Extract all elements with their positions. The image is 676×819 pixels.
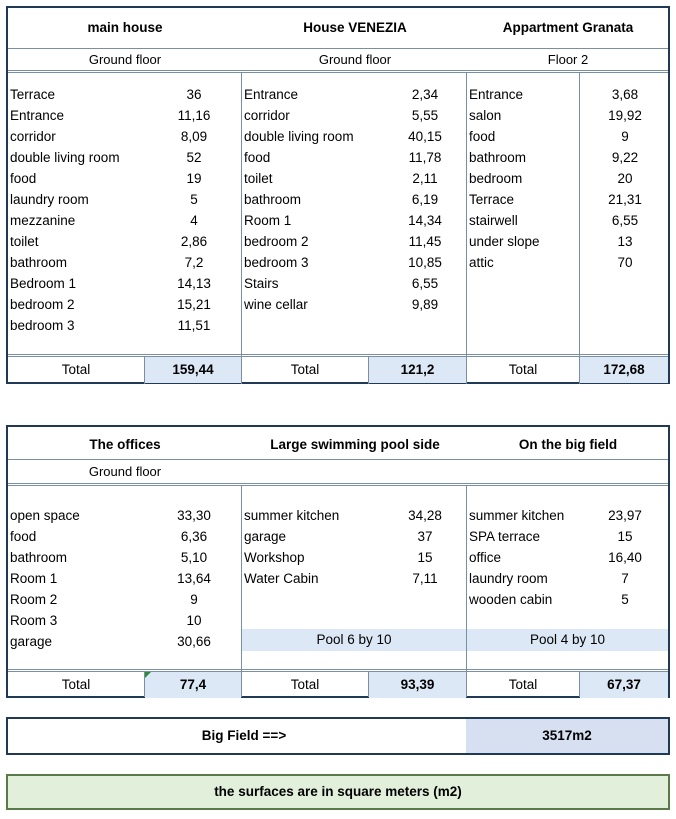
room-name: mezzanine	[10, 213, 76, 228]
room-name: food	[469, 129, 496, 144]
room-name: bathroom	[10, 255, 68, 270]
room-area: 10,85	[408, 255, 442, 270]
room-area: 52	[186, 150, 202, 165]
room-area: 6,55	[411, 276, 439, 291]
room-area: 14,13	[177, 276, 211, 291]
room-area: 19,92	[608, 108, 642, 123]
table-row	[469, 84, 667, 105]
room-name: Terrace	[10, 87, 56, 102]
table-row	[469, 126, 667, 147]
room-area: 5	[621, 592, 629, 607]
table-row	[469, 231, 667, 252]
room-name: SPA terrace	[469, 529, 541, 544]
table-row	[469, 589, 667, 610]
room-area: 7	[621, 571, 629, 586]
room-area: 14,34	[408, 213, 442, 228]
big-field-row	[6, 717, 670, 755]
divider	[8, 354, 668, 355]
table-row	[469, 252, 667, 273]
table-row	[10, 168, 240, 189]
top-table	[6, 6, 670, 384]
room-name: wooden cabin	[469, 592, 553, 607]
room-name: Entrance	[10, 108, 65, 123]
room-area: 11,45	[408, 234, 442, 249]
table-row	[10, 147, 240, 168]
table-row	[10, 315, 240, 336]
table-row	[244, 252, 466, 273]
divider	[8, 483, 668, 484]
room-area: 34,28	[408, 508, 442, 523]
table-row	[244, 126, 466, 147]
venezia-floor: Ground floor	[318, 52, 392, 67]
pool-6-by-10: Pool 6 by 10	[242, 629, 466, 651]
room-area: 11,78	[408, 150, 442, 165]
table-row	[469, 547, 667, 568]
room-area: 15	[417, 550, 433, 565]
room-area: 3,68	[611, 87, 639, 102]
table-row	[10, 610, 240, 631]
table-row	[244, 105, 466, 126]
room-area: 13,64	[177, 571, 211, 586]
room-area: 40,15	[408, 129, 442, 144]
offices-total-label: Total	[61, 677, 91, 692]
room-name: summer kitchen	[244, 508, 340, 523]
room-name: bedroom	[469, 171, 523, 186]
big-field-total-label: Total	[508, 677, 538, 692]
room-name: food	[10, 171, 37, 186]
venezia-total-label: Total	[290, 362, 320, 377]
room-name: laundry room	[469, 571, 548, 586]
room-name: laundry room	[10, 192, 89, 207]
table-row	[10, 189, 240, 210]
table-row	[10, 231, 240, 252]
room-area: 2,86	[180, 234, 208, 249]
room-area: 8,09	[180, 129, 208, 144]
room-area: 11,16	[177, 108, 211, 123]
room-name: toilet	[10, 234, 39, 249]
room-area: 6,55	[611, 213, 639, 228]
big-field-title: On the big field	[518, 437, 618, 452]
granata-total-label: Total	[508, 362, 538, 377]
room-area: 9	[190, 592, 198, 607]
table-row	[10, 631, 240, 652]
room-name: Room 1	[244, 213, 292, 228]
room-name: bathroom	[10, 550, 68, 565]
room-name: Room 2	[10, 592, 58, 607]
divider	[8, 70, 668, 71]
table-row	[244, 168, 466, 189]
table-row	[244, 210, 466, 231]
room-name: bathroom	[469, 150, 527, 165]
divider	[8, 48, 668, 49]
room-name: food	[244, 150, 271, 165]
big-field-value: 3517m2	[466, 719, 668, 753]
table-row	[10, 84, 240, 105]
divider	[8, 459, 668, 460]
bottom-table	[6, 425, 670, 698]
granata-floor: Floor 2	[547, 52, 589, 67]
room-area: 70	[617, 255, 633, 270]
room-area: 16,40	[608, 550, 642, 565]
table-row	[10, 105, 240, 126]
room-name: bedroom 2	[244, 234, 309, 249]
room-area: 7,11	[412, 571, 438, 586]
room-name: attic	[469, 255, 494, 270]
table-row	[469, 210, 667, 231]
room-area: 23,97	[608, 508, 642, 523]
room-area: 30,66	[177, 634, 211, 649]
room-area: 15	[617, 529, 633, 544]
table-row	[469, 505, 667, 526]
room-area: 5,55	[411, 108, 439, 123]
room-name: Room 3	[10, 613, 58, 628]
main-house-floor: Ground floor	[88, 52, 162, 67]
table-row	[10, 252, 240, 273]
table-row	[469, 168, 667, 189]
table-row	[244, 84, 466, 105]
table-row	[244, 547, 466, 568]
room-name: Stairs	[244, 276, 279, 291]
room-area: 6,36	[180, 529, 208, 544]
room-name: Room 1	[10, 571, 58, 586]
room-name: bedroom 3	[244, 255, 309, 270]
table-row	[469, 147, 667, 168]
big-field-label: Big Field ==>	[201, 728, 287, 743]
units-note	[6, 774, 670, 810]
room-area: 4	[190, 213, 198, 228]
room-area: 2,11	[412, 171, 438, 186]
room-area: 15,21	[177, 297, 211, 312]
room-name: corridor	[10, 129, 56, 144]
room-name: double living room	[244, 129, 354, 144]
pool-4-by-10: Pool 4 by 10	[467, 629, 668, 651]
room-area: 37	[417, 529, 433, 544]
offices-floor: Ground floor	[88, 464, 162, 479]
room-name: Water Cabin	[244, 571, 319, 586]
table-row	[244, 526, 466, 547]
room-area: 19	[186, 171, 202, 186]
big-field-total-value: 67,37	[580, 672, 668, 698]
room-name: summer kitchen	[469, 508, 565, 523]
table-row	[244, 505, 466, 526]
table-row	[469, 526, 667, 547]
room-area: 5	[190, 192, 198, 207]
room-area: 5,10	[180, 550, 208, 565]
room-area: 13	[617, 234, 633, 249]
room-name: corridor	[244, 108, 290, 123]
table-row	[469, 105, 667, 126]
room-name: Terrace	[469, 192, 515, 207]
room-area: 21,31	[608, 192, 642, 207]
room-name: under slope	[469, 234, 540, 249]
divider	[8, 669, 668, 670]
room-name: garage	[244, 529, 287, 544]
offices-total-value: 77,4	[145, 672, 241, 698]
granata-total-value: 172,68	[580, 357, 668, 383]
pool-side-title: Large swimming pool side	[270, 437, 440, 452]
pool-side-total-value: 93,39	[369, 672, 466, 698]
table-row	[10, 294, 240, 315]
granata-title: Appartment Granata	[502, 20, 634, 35]
table-row	[244, 147, 466, 168]
main-house-title: main house	[87, 20, 163, 35]
room-area: 9,22	[611, 150, 639, 165]
table-row	[10, 547, 240, 568]
room-name: bedroom 2	[10, 297, 75, 312]
table-row	[244, 294, 466, 315]
venezia-title: House VENEZIA	[303, 20, 407, 35]
room-name: Entrance	[244, 87, 299, 102]
offices-title: The offices	[89, 437, 161, 452]
room-area: 20	[617, 171, 633, 186]
table-row	[469, 568, 667, 589]
room-name: toilet	[244, 171, 273, 186]
room-name: garage	[10, 634, 53, 649]
room-name: open space	[10, 508, 80, 523]
room-area: 6,19	[411, 192, 439, 207]
table-row	[10, 526, 240, 547]
table-row	[10, 126, 240, 147]
table-row	[10, 568, 240, 589]
room-name: Entrance	[469, 87, 524, 102]
room-name: food	[10, 529, 37, 544]
table-row	[10, 273, 240, 294]
room-name: bathroom	[244, 192, 302, 207]
room-area: 9	[621, 129, 629, 144]
divider	[8, 485, 668, 486]
table-row	[244, 189, 466, 210]
main-house-total-value: 159,44	[145, 357, 241, 383]
room-area: 36	[186, 87, 202, 102]
cell-comment-marker	[145, 672, 151, 678]
divider	[8, 72, 668, 73]
room-area: 33,30	[177, 508, 211, 523]
table-row	[469, 189, 667, 210]
room-name: bedroom 3	[10, 318, 75, 333]
table-row	[10, 210, 240, 231]
room-area: 7,2	[184, 255, 204, 270]
room-name: wine cellar	[244, 297, 308, 312]
room-area: 9,89	[411, 297, 439, 312]
room-area: 11,51	[177, 318, 211, 333]
table-row	[244, 231, 466, 252]
table-row	[10, 589, 240, 610]
room-name: Workshop	[244, 550, 305, 565]
room-name: Bedroom 1	[10, 276, 77, 291]
venezia-total-value: 121,2	[369, 357, 466, 383]
table-row	[244, 273, 466, 294]
room-area: 10	[186, 613, 202, 628]
room-name: double living room	[10, 150, 120, 165]
table-row	[244, 568, 466, 589]
units-note-text: the surfaces are in square meters (m2)	[214, 784, 462, 799]
pool-side-total-label: Total	[290, 677, 320, 692]
room-name: salon	[469, 108, 502, 123]
room-area: 2,34	[411, 87, 439, 102]
main-house-total-label: Total	[61, 362, 91, 377]
room-name: stairwell	[469, 213, 518, 228]
table-row	[10, 505, 240, 526]
room-name: office	[469, 550, 502, 565]
